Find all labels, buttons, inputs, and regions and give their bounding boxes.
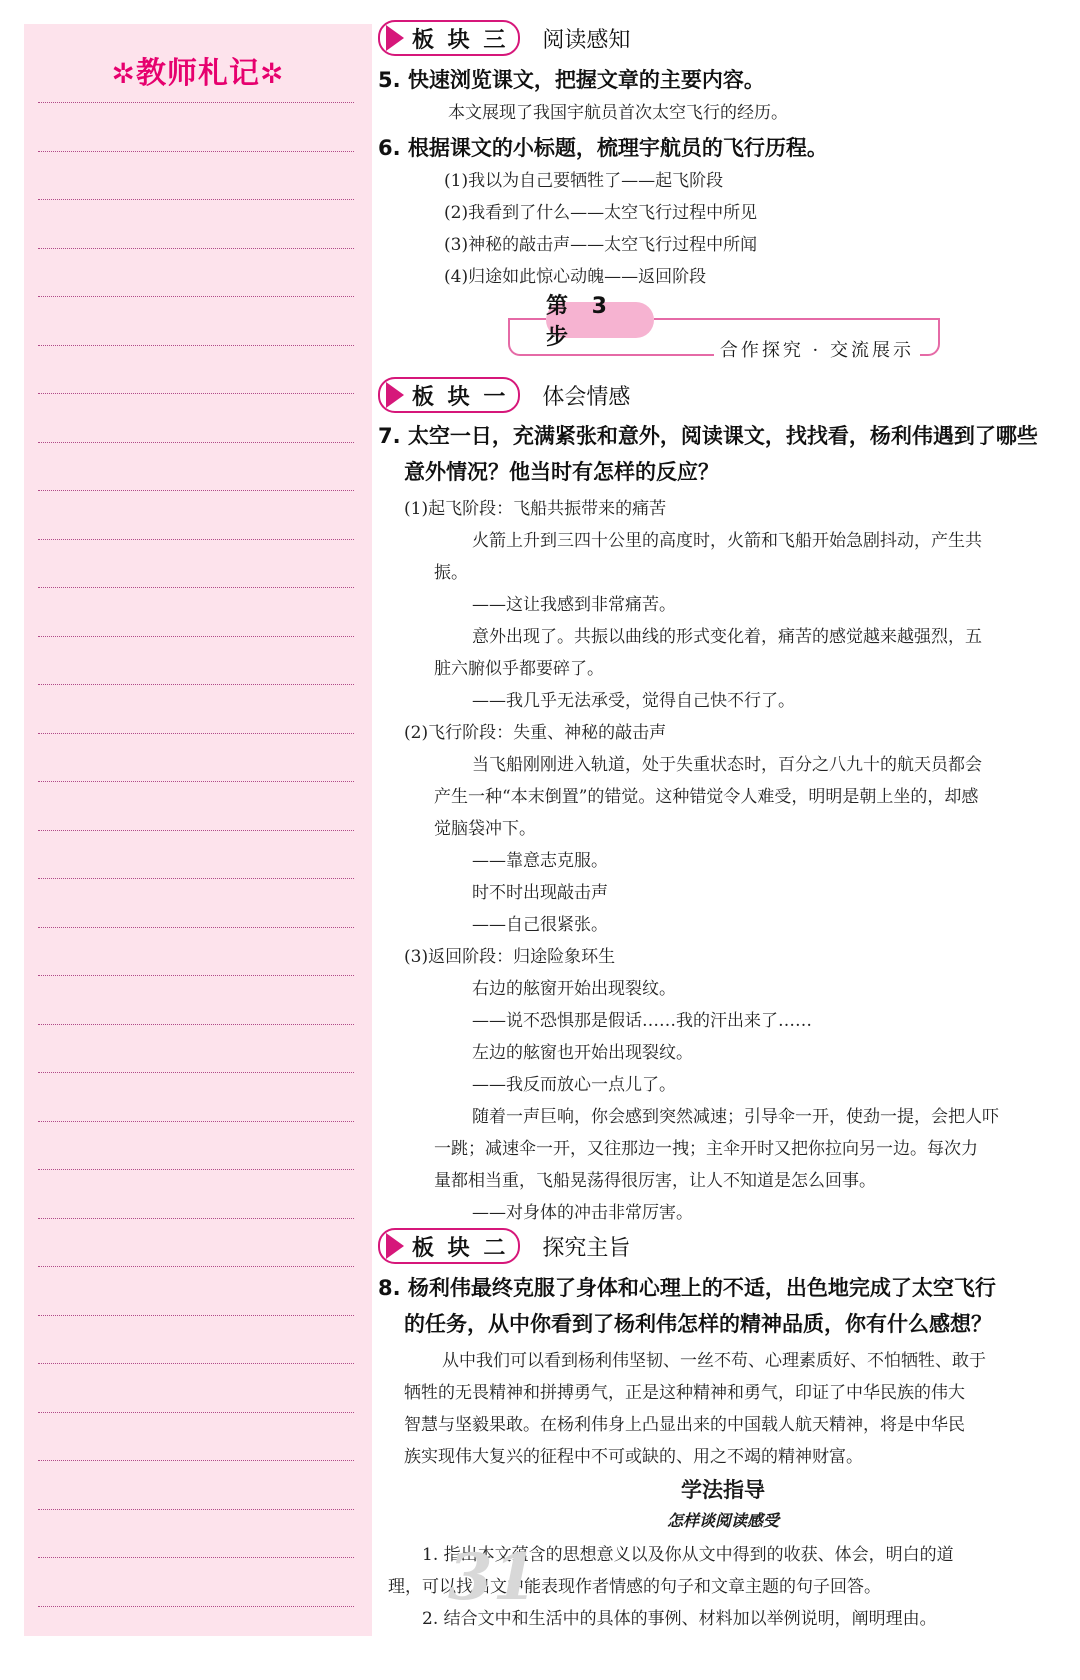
step-label: 第 3 步: [546, 302, 654, 338]
note-line: [38, 1315, 354, 1316]
note-line: [38, 1121, 354, 1122]
note-line: [38, 587, 354, 588]
banner-label: 板 块 三: [412, 27, 509, 53]
note-line: [38, 927, 354, 928]
note-line: [38, 781, 354, 782]
banner-title: 体会情感: [542, 384, 631, 410]
answer-7-line: ——我反而放心一点儿了。: [472, 1075, 676, 1095]
question-7-cont: 意外情况？他当时有怎样的反应？: [404, 460, 719, 484]
answer-7-line: 随着一声巨响，你会感到突然减速；引导伞一开，使劲一提，会把人吓: [472, 1107, 999, 1127]
guide-line: 2. 结合文中和生活中的具体的事例、材料加以举例说明，阐明理由。: [422, 1609, 937, 1629]
sidebar-title: [24, 48, 372, 92]
answer-7-line: 量都相当重，飞船晃荡得很厉害，让人不知道是怎么回事。: [434, 1171, 876, 1191]
section-banner-reading: [378, 20, 630, 56]
answer-6-item: (4)归途如此惊心动魄——返回阶段: [444, 267, 707, 287]
answer-8-line: 牺牲的无畏精神和拼搏勇气，正是这种精神和勇气，印证了中华民族的伟大: [404, 1383, 965, 1403]
note-line: [38, 830, 354, 831]
note-line: [38, 151, 354, 152]
answer-7-line: ——我几乎无法承受，觉得自己快不行了。: [472, 691, 795, 711]
section-banner-theme: [378, 1228, 630, 1264]
step-subtitle: 合作探究 · 交流展示: [714, 336, 920, 362]
note-line: [38, 248, 354, 249]
answer-7-line: 觉脑袋冲下。: [434, 819, 536, 839]
banner-title: 阅读感知: [542, 27, 631, 53]
answer-6-item: (1)我以为自己要牺牲了——起飞阶段: [444, 171, 724, 191]
question-8-cont: 的任务，从中你看到了杨利伟怎样的精神品质，你有什么感想？: [404, 1312, 992, 1336]
teacher-notes-sidebar: [24, 24, 372, 1636]
answer-7-line: ——这让我感到非常痛苦。: [472, 595, 676, 615]
note-line: [38, 636, 354, 637]
answer-7-line: ——自己很紧张。: [472, 915, 608, 935]
answer-7-line: (1)起飞阶段：飞船共振带来的痛苦: [404, 499, 667, 519]
question-7: 7. 太空一日，充满紧张和意外，阅读课文，找找看，杨利伟遇到了哪些: [378, 424, 1038, 448]
note-line: [38, 975, 354, 976]
step-line: [654, 318, 938, 320]
note-line: [38, 442, 354, 443]
note-line: [38, 393, 354, 394]
guide-subtitle: 怎样谈阅读感受: [666, 1511, 779, 1530]
note-line: [38, 684, 354, 685]
banner-tag: [378, 20, 520, 56]
answer-7-line: 当飞船刚刚进入轨道，处于失重状态时，百分之八九十的航天员都会: [472, 755, 982, 775]
answer-7-line: 产生一种“本末倒置”的错觉。这种错觉令人难受，明明是朝上坐的，却感: [434, 787, 979, 807]
answer-7-line: ——说不恐惧那是假话……我的汗出来了……: [472, 1011, 812, 1031]
answer-7-line: ——对身体的冲击非常厉害。: [472, 1203, 693, 1223]
answer-7-line: 脏六腑似乎都要碎了。: [434, 659, 604, 679]
note-line: [38, 199, 354, 200]
note-line: [38, 1266, 354, 1267]
answer-7-line: 左边的舷窗也开始出现裂纹。: [472, 1043, 693, 1063]
answer-7-line: (3)返回阶段：归途险象环生: [404, 947, 616, 967]
note-line: [38, 1412, 354, 1413]
answer-7-line: ——靠意志克服。: [472, 851, 608, 871]
answer-7-line: 振。: [434, 563, 468, 583]
sidebar-title-text: 教师札记: [136, 56, 260, 91]
question-8: 8. 杨利伟最终克服了身体和心理上的不适，出色地完成了太空飞行: [378, 1276, 996, 1300]
step-line: [508, 318, 546, 320]
answer-8-line: 从中我们可以看到杨利伟坚韧、一丝不苟、心理素质好、不怕牺牲、敢于: [442, 1351, 986, 1371]
play-triangle-icon: [386, 25, 404, 51]
answer-7-line: 意外出现了。共振以曲线的形式变化着，痛苦的感觉越来越强烈，五: [472, 627, 982, 647]
note-line: [38, 1363, 354, 1364]
note-line: [38, 1024, 354, 1025]
note-line: [38, 878, 354, 879]
banner-title: 探究主旨: [542, 1235, 631, 1261]
guide-title: 学法指导: [681, 1478, 765, 1502]
question-5: 5. 快速浏览课文，把握文章的主要内容。: [378, 68, 765, 92]
answer-7-line: (2)飞行阶段：失重、神秘的敲击声: [404, 723, 667, 743]
answer-7-line: 时不时出现敲击声: [472, 883, 608, 903]
note-line: [38, 345, 354, 346]
banner-label: 板 块 二: [412, 1235, 509, 1261]
play-triangle-icon: [386, 1233, 404, 1259]
note-line: [38, 1169, 354, 1170]
answer-7-line: 右边的舷窗开始出现裂纹。: [472, 979, 676, 999]
note-line: [38, 1557, 354, 1558]
step-3-header: [508, 294, 940, 368]
note-line: [38, 1218, 354, 1219]
answer-7-line: 火箭上升到三四十公里的高度时，火箭和飞船开始急剧抖动，产生共: [472, 531, 982, 551]
note-line: [38, 296, 354, 297]
note-line: [38, 1509, 354, 1510]
note-line: [38, 1072, 354, 1073]
note-line: [38, 490, 354, 491]
guide-line: 1. 指出本文蕴含的思想意义以及你从文中得到的收获、体会，明白的道: [422, 1545, 954, 1565]
banner-tag: [378, 1228, 520, 1264]
page-number-watermark: 31: [448, 1540, 538, 1615]
banner-label: 板 块 一: [412, 384, 509, 410]
guide-line: 理，可以找出文中能表现作者情感的句子和文章主题的句子回答。: [388, 1577, 881, 1597]
answer-6-item: (2)我看到了什么——太空飞行过程中所见: [444, 203, 758, 223]
section-banner-feeling: [378, 377, 630, 413]
question-6: 6. 根据课文的小标题，梳理宇航员的飞行历程。: [378, 136, 828, 160]
main-content: [378, 0, 1068, 1680]
note-line: [38, 102, 354, 103]
answer-7-line: 一跳；减速伞一开，又往那边一拽；主伞开时又把你拉向另一边。每次力: [434, 1139, 978, 1159]
note-line: [38, 539, 354, 540]
answer-8-line: 族实现伟大复兴的征程中不可或缺的、用之不竭的精神财富。: [404, 1447, 863, 1467]
flower-icon: ✲: [111, 57, 136, 90]
note-line: [38, 733, 354, 734]
note-line: [38, 1460, 354, 1461]
flower-icon: ✲: [260, 57, 285, 90]
play-triangle-icon: [386, 382, 404, 408]
note-line: [38, 1606, 354, 1607]
answer-6-item: (3)神秘的敲击声——太空飞行过程中所闻: [444, 235, 758, 255]
answer-5: 本文展现了我国宇航员首次太空飞行的经历。: [448, 103, 788, 123]
banner-tag: [378, 377, 520, 413]
answer-8-line: 智慧与坚毅果敢。在杨利伟身上凸显出来的中国载人航天精神，将是中华民: [404, 1415, 965, 1435]
